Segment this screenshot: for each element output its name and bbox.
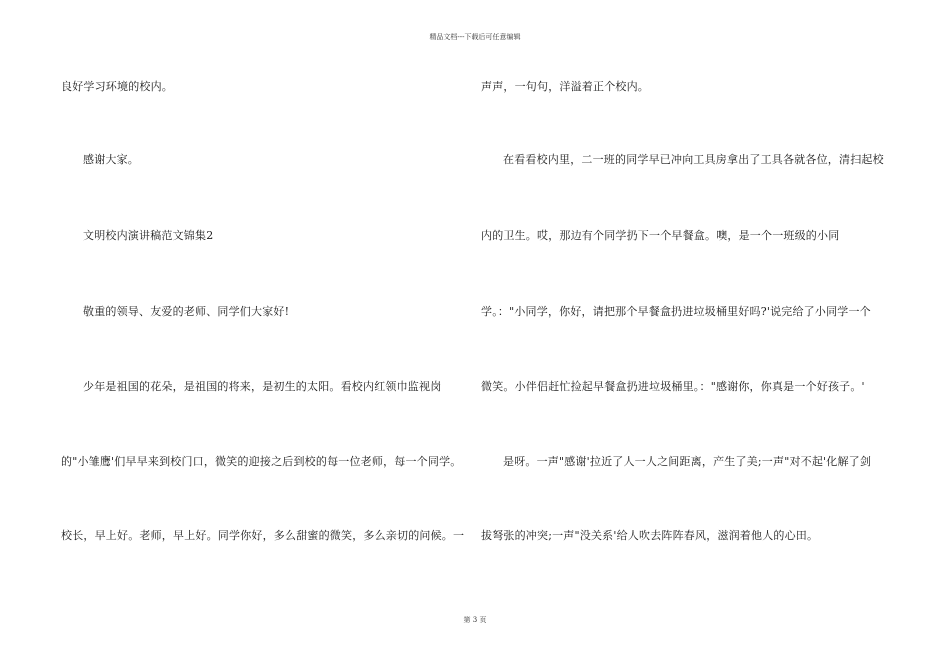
text-line: 少年是祖国的花朵，是祖国的将来，是初生的太阳。看校内红领巾监视岗 <box>83 380 442 393</box>
text-line: 的"小雏鹰'们早早来到校门口，微笑的迎接之后到校的每一位老师，每一个同学。 <box>61 455 462 468</box>
text-line: 微笑。小伴侣赶忙捡起早餐盒扔进垃圾桶里。："感谢你，你真是一个好孩子。' <box>481 380 865 393</box>
text-line: 校长，早上好。老师，早上好。同学你好，多么甜蜜的微笑，多么亲切的问候。一 <box>61 529 465 542</box>
text-line: 学。："小同学，你好，请把那个早餐盒扔进垃圾桶里好吗?'说完给了小同学一个 <box>481 305 871 318</box>
section-heading: 文明校内演讲稿范文锦集2 <box>83 229 214 242</box>
text-line: 内的卫生。哎，那边有个同学扔下一个早餐盒。噢，是一个一班级的小同 <box>481 229 840 242</box>
text-line: 敬重的领导、友爱的老师、同学们大家好! <box>83 305 290 318</box>
text-line: 良好学习环境的校内。 <box>61 80 173 93</box>
text-line: 是呀。一声"感谢'拉近了人一人之间距离，产生了美;一声"对不起'化解了剑 <box>503 455 872 468</box>
text-line: 声声，一句句，洋溢着正个校内。 <box>481 80 649 93</box>
page-number: 第 3 页 <box>463 616 487 624</box>
page-header: 精品文档---下载后可任意编辑 <box>429 33 521 41</box>
text-line: 在看看校内里，二一班的同学早已冲向工具房拿出了工具各就各位，清扫起校 <box>503 153 884 166</box>
text-line: 感谢大家。 <box>83 153 139 166</box>
text-line: 拔弩张的冲突;一声"没关系'给人吹去阵阵春风，滋润着他人的心田。 <box>481 529 819 542</box>
